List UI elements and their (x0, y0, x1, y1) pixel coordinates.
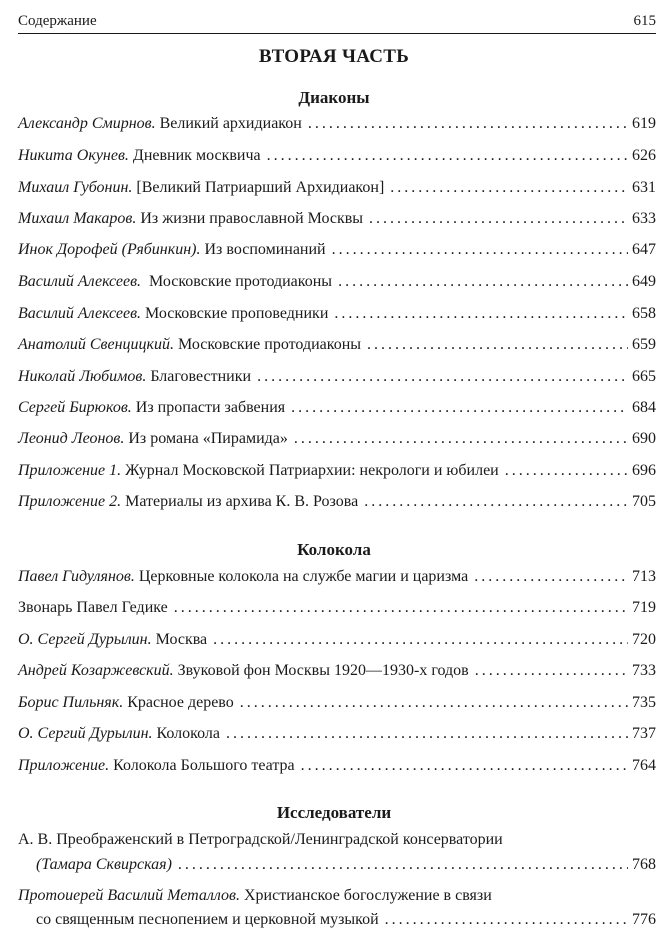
entry-author: Леонид Леонов. (18, 430, 125, 447)
entry-title: Красное дерево (123, 694, 234, 711)
running-head-title: Содержание (18, 13, 97, 29)
leader-dots (334, 302, 628, 326)
entry-author: Борис Пильняк. (18, 694, 124, 711)
entry-page: 735 (632, 694, 656, 711)
toc-entry[interactable] (18, 144, 656, 168)
entry-title: Журнал Московской Патриархии: некрологи и юбилеи (121, 462, 499, 479)
entry-page: 626 (632, 147, 656, 164)
toc-entry[interactable] (18, 490, 656, 514)
toc-entry[interactable] (18, 722, 656, 746)
entry-author: О. Сергий Дурылин. (18, 725, 153, 742)
entry-author: Василий Алексеев. (18, 273, 142, 290)
entry-author: Николай Любимов. (18, 368, 147, 385)
toc-entry[interactable] (18, 112, 656, 136)
entry-page: 696 (632, 462, 656, 479)
entry-title: Москва (151, 631, 208, 648)
page-number: 615 (633, 13, 656, 29)
entry-title: Благовестники (146, 368, 252, 385)
entry-page: 647 (632, 241, 656, 258)
entry-page: 619 (632, 115, 656, 132)
entry-title: со священным песнопением и церковной музыкой (36, 911, 379, 928)
entry-page: 764 (632, 757, 656, 774)
entry-title: Колокола (152, 725, 220, 742)
entry-author: Приложение. (18, 757, 110, 774)
toc-entry (36, 908, 656, 932)
entry-page: 690 (632, 430, 656, 447)
entry-author: Михаил Губонин. (18, 179, 133, 196)
entry-author: Никита Окунев. (18, 147, 129, 164)
toc-entry[interactable] (18, 238, 656, 262)
entry-title: Из воспоминаний (200, 241, 326, 258)
leader-dots (475, 659, 628, 683)
leader-dots (178, 853, 628, 877)
toc-entry[interactable] (18, 754, 656, 778)
leader-dots (364, 490, 628, 514)
entry-title: Материалы из архива К. В. Розова (121, 493, 359, 510)
entry-author: Анатолий Свенцицкий. (18, 336, 174, 353)
entry-title: Из жизни православной Москвы (136, 210, 364, 227)
toc-entry[interactable] (18, 459, 656, 483)
entry-author: Андрей Козаржевский. (18, 662, 174, 679)
toc-entry (36, 853, 656, 877)
leader-dots (240, 691, 628, 715)
leader-dots (474, 565, 628, 589)
entry-page: 665 (632, 368, 656, 385)
entry-page: 719 (632, 599, 656, 616)
section-title-bells: Колокола (297, 540, 371, 559)
entry-page: 737 (632, 725, 656, 742)
leader-dots (294, 427, 628, 451)
entry-title-line1 (18, 884, 656, 908)
entry-page: 720 (632, 631, 656, 648)
entry-title: Колокола Большого театра (109, 757, 295, 774)
entry-author: О. Сергей Дурылин. (18, 631, 152, 648)
toc-entry[interactable] (18, 270, 656, 294)
toc-entry[interactable] (18, 396, 656, 420)
leader-dots (291, 396, 628, 420)
leader-dots (332, 238, 628, 262)
entry-author: Михаил Макаров. (18, 210, 137, 227)
entry-author: (Тамара Сквирская) (36, 856, 172, 873)
entry-page: 684 (632, 399, 656, 416)
entry-page: 768 (632, 856, 656, 873)
toc-entry[interactable] (18, 565, 656, 589)
toc-entry[interactable] (18, 333, 656, 357)
entry-author: Приложение 1. (18, 462, 122, 479)
entry-page: 631 (632, 179, 656, 196)
entry-title: Из романа «Пирамида» (124, 430, 288, 447)
entry-page: 659 (632, 336, 656, 353)
entry-title: Церковные колокола на службе магии и царизма (134, 568, 469, 585)
entry-title: [Великий Патриарший Архидиакон] (132, 179, 385, 196)
entry-page: 713 (632, 568, 656, 585)
entry-page: 649 (632, 273, 656, 290)
part-title: ВТОРАЯ ЧАСТЬ (258, 46, 410, 67)
entry-page: 658 (632, 305, 656, 322)
toc-entry[interactable] (18, 596, 656, 620)
leader-dots (308, 112, 628, 136)
entry-page: 776 (632, 911, 656, 928)
leader-dots (267, 144, 628, 168)
entry-author: Протоиерей Василий Металлов. (18, 887, 240, 904)
entry-page: 633 (632, 210, 656, 227)
toc-entry[interactable] (18, 659, 656, 683)
leader-dots (301, 754, 628, 778)
leader-dots (390, 176, 628, 200)
toc-entry[interactable] (18, 207, 656, 231)
section-title-researchers: Исследователи (276, 803, 392, 822)
entry-page: 733 (632, 662, 656, 679)
leader-dots (257, 365, 628, 389)
entry-title: Московские проповедники (141, 305, 329, 322)
entry-title: Христианское богослужение в связи (240, 887, 492, 904)
leader-dots (385, 908, 628, 932)
entry-title: Дневник москвича (128, 147, 261, 164)
toc-entry[interactable] (18, 176, 656, 200)
leader-dots (226, 722, 628, 746)
toc-entry[interactable] (18, 365, 656, 389)
entry-author: Александр Смирнов. (18, 115, 156, 132)
entry-title: Великий архидиакон (155, 115, 302, 132)
section-title-deacons: Диаконы (298, 88, 370, 107)
running-head (18, 8, 656, 34)
leader-dots (369, 207, 628, 231)
leader-dots (367, 333, 628, 357)
leader-dots (338, 270, 628, 294)
entry-title: Из пропасти забвения (131, 399, 286, 416)
entry-title: Московские протодиаконы (141, 273, 333, 290)
entry-author: Василий Алексеев. (18, 305, 142, 322)
entry-title: Московские протодиаконы (173, 336, 362, 353)
entry-title: Звуковой фон Москвы 1920—1930-х годов (173, 662, 469, 679)
toc-entry[interactable] (18, 302, 656, 326)
toc-entry[interactable] (18, 628, 656, 652)
entry-author: Павел Гидулянов. (18, 568, 135, 585)
leader-dots (174, 596, 628, 620)
toc-entry[interactable] (18, 427, 656, 451)
entry-page: 705 (632, 493, 656, 510)
entry-title: Звонарь Павел Гедике (18, 599, 168, 616)
entry-author: Сергей Бирюков. (18, 399, 132, 416)
entry-author: Приложение 2. (18, 493, 122, 510)
leader-dots (505, 459, 628, 483)
toc-entry[interactable] (18, 691, 656, 715)
leader-dots (213, 628, 628, 652)
entry-author: Инок Дорофей (Рябинкин). (18, 241, 201, 258)
entry-title-line1: А. В. Преображенский в Петроградской/Ленинградской консерватории (18, 831, 503, 848)
